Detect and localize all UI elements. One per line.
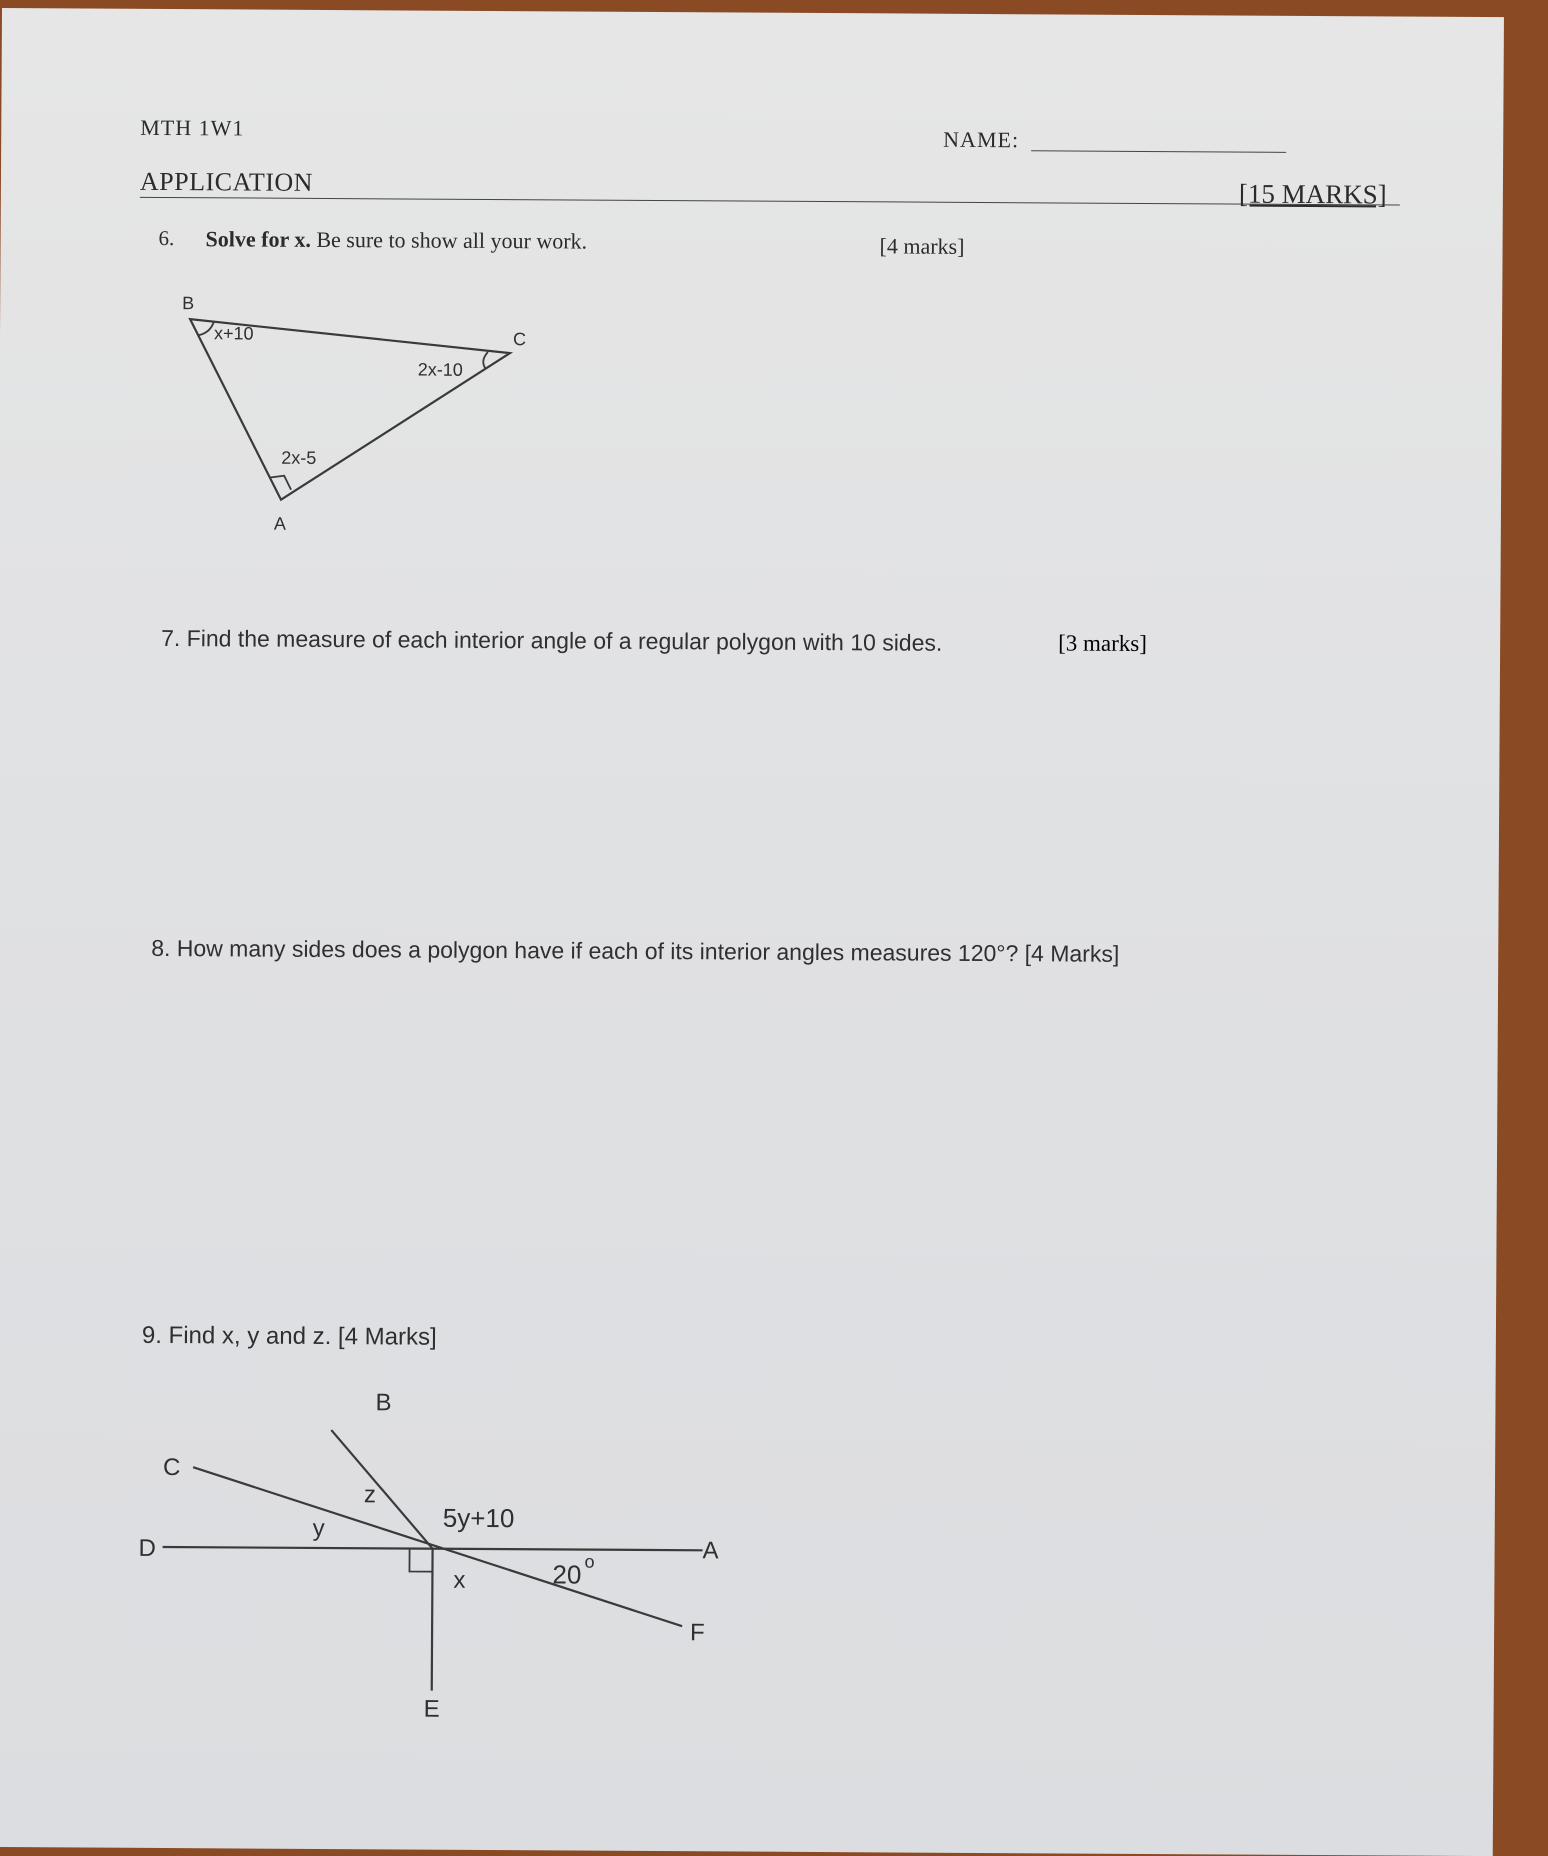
question-7-marks: [3 marks] [1058,630,1147,657]
vertex-b-label: B [182,293,195,314]
question-6-prompt [206,226,588,254]
triangle-figure [169,279,551,551]
right-angle-mark [409,1549,432,1572]
vertex-c-label: C [512,329,527,350]
question-6-prompt-bold: Solve for x. [205,226,311,252]
ray-e [432,1549,433,1691]
angle-b-expression: x+10 [213,323,254,344]
angle-a-expression: 2x-5 [281,447,317,468]
vertex-a-label: A [273,513,286,534]
question-6-number: 6. [158,225,175,251]
point-a-label: A [702,1537,719,1565]
degree-symbol: o [584,1551,595,1572]
point-d-label: D [138,1534,157,1562]
point-b-label: B [375,1389,392,1417]
course-code: MTH 1W1 [140,114,245,141]
point-e-label: E [423,1695,440,1723]
question-7: 7. Find the measure of each interior angle of a regular polygon with 10 sides. [161,624,943,656]
name-blank-line [1031,150,1286,153]
question-6-marks: [4 marks] [879,233,965,259]
section-title: APPLICATION [139,166,314,197]
question-9: 9. Find x, y and z. [4 Marks] [141,1321,437,1351]
triangle-abc [189,319,510,501]
section-marks: [15 MARKS] [1238,178,1387,210]
question-6-prompt-rest: Be sure to show all your work. [316,226,588,254]
angle-20-label: 20 [552,1559,582,1590]
angle-c-expression: 2x-10 [417,359,463,380]
question-8: 8. How many sides does a polygon have if each of its interior angles measures 120°? [4 Marks] [151,934,1120,967]
angle-y-label: y [312,1514,325,1542]
angle-x-label: x [453,1566,466,1594]
name-label: NAME: [943,126,1020,153]
angle-b-arc [198,321,214,335]
intersecting-lines-figure [121,1379,743,1733]
point-f-label: F [690,1619,705,1647]
angle-5y-plus-10-label: 5y+10 [442,1502,515,1534]
point-c-label: C [163,1454,181,1482]
worksheet-page [0,8,1504,1856]
section-divider [140,197,1400,206]
angle-z-label: z [363,1481,377,1509]
ray-b [331,1430,434,1549]
